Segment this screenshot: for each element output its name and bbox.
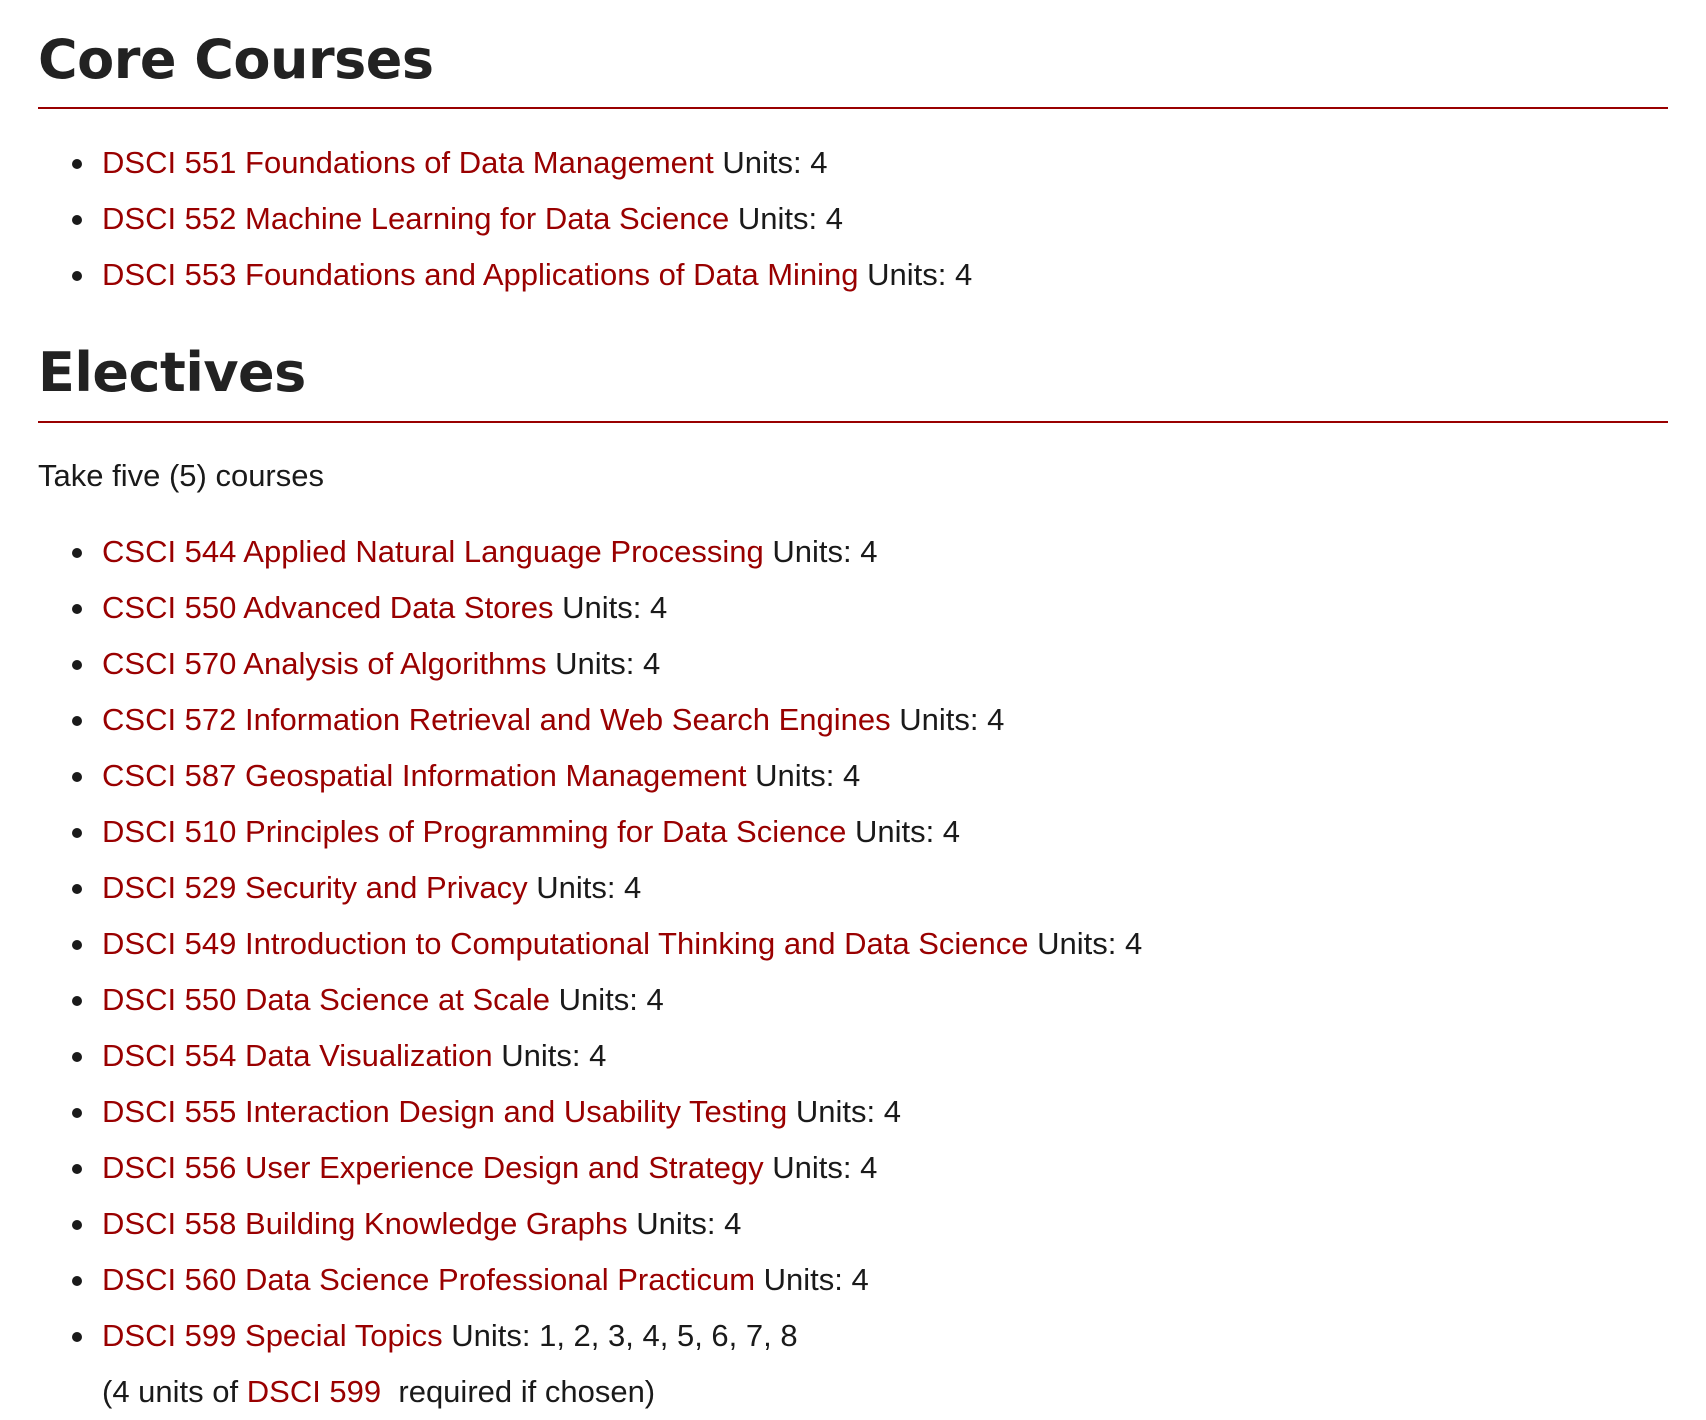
course-link[interactable]: DSCI 550 Data Science at Scale [102, 981, 551, 1017]
note-suffix: required if chosen) [381, 1373, 656, 1409]
electives-intro: Take five (5) courses [38, 457, 324, 493]
course-units: Units: 4 [795, 1093, 901, 1129]
course-units: Units: 4 [501, 1037, 607, 1073]
course-link[interactable]: DSCI 555 Interaction Design and Usability Testing [102, 1093, 788, 1129]
note-prefix: (4 units of [102, 1373, 247, 1409]
course-units: Units: 4 [558, 981, 664, 1017]
list-item [72, 692, 1668, 748]
bullet-icon [72, 1220, 82, 1230]
course-link[interactable]: DSCI 551 Foundations of Data Management [102, 145, 714, 181]
course-link[interactable]: CSCI 544 Applied Natural Language Processing [102, 533, 764, 569]
bullet-icon [72, 1332, 82, 1342]
list-item [72, 1308, 1668, 1364]
list-item [72, 1140, 1668, 1196]
bullet-icon [72, 772, 82, 782]
list-item [72, 580, 1668, 636]
course-units: Units: 4 [1037, 925, 1143, 961]
dsci-599-link[interactable]: DSCI 599 [246, 1373, 382, 1409]
list-item [72, 1084, 1668, 1140]
course-link[interactable]: CSCI 570 Analysis of Algorithms [102, 645, 547, 681]
electives-heading: Electives [38, 303, 1668, 422]
bullet-icon [72, 604, 82, 614]
course-units: Units: 4 [636, 1205, 742, 1241]
course-units: Units: 4 [772, 533, 878, 569]
dsci-599-note [38, 1364, 1668, 1420]
course-link[interactable]: DSCI 552 Machine Learning for Data Science [102, 201, 730, 237]
bullet-icon [72, 996, 82, 1006]
bullet-icon [72, 940, 82, 950]
bullet-icon [72, 215, 82, 225]
list-item [72, 636, 1668, 692]
course-link[interactable]: DSCI 560 Data Science Professional Practicum [102, 1261, 756, 1297]
course-units: Units: 4 [772, 1149, 878, 1185]
course-units: Units: 4 [867, 257, 973, 293]
bullet-icon [72, 159, 82, 169]
course-link[interactable]: DSCI 549 Introduction to Computational Thinking and Data Science [102, 925, 1029, 961]
bullet-icon [72, 1108, 82, 1118]
course-link[interactable]: DSCI 599 Special Topics [102, 1317, 443, 1353]
list-item [72, 135, 1668, 191]
list-item [72, 916, 1668, 972]
list-item [72, 1252, 1668, 1308]
course-link[interactable]: CSCI 587 Geospatial Information Management [102, 757, 747, 793]
electives-course-list [38, 524, 1668, 1364]
list-item [72, 191, 1668, 247]
list-item [72, 1028, 1668, 1084]
list-item [72, 247, 1668, 303]
bullet-icon [72, 1164, 82, 1174]
course-link[interactable]: DSCI 558 Building Knowledge Graphs [102, 1205, 628, 1241]
course-units: Units: 1, 2, 3, 4, 5, 6, 7, 8 [451, 1317, 798, 1353]
course-link[interactable]: CSCI 550 Advanced Data Stores [102, 589, 554, 625]
bullet-icon [72, 271, 82, 281]
list-item [72, 804, 1668, 860]
course-link[interactable]: DSCI 556 User Experience Design and Strategy [102, 1149, 764, 1185]
bullet-icon [72, 828, 82, 838]
list-item [72, 748, 1668, 804]
course-units: Units: 4 [555, 645, 661, 681]
course-units: Units: 4 [737, 201, 843, 237]
bullet-icon [72, 660, 82, 670]
list-item [72, 860, 1668, 916]
course-units: Units: 4 [854, 813, 961, 849]
list-item [72, 524, 1668, 580]
course-units: Units: 4 [755, 757, 861, 793]
core-courses-heading: Core Courses [38, 0, 1668, 109]
course-link[interactable]: DSCI 553 Foundations and Applications of Data Mining [102, 257, 859, 293]
course-link[interactable]: CSCI 572 Information Retrieval and Web Search Engines [102, 701, 891, 737]
course-link[interactable]: DSCI 554 Data Visualization [102, 1037, 493, 1073]
course-units: Units: 4 [763, 1261, 869, 1297]
course-link[interactable]: DSCI 510 Principles of Programming for Data Science [102, 813, 847, 849]
list-item [72, 1196, 1668, 1252]
core-course-list [38, 135, 1668, 303]
bullet-icon [72, 1052, 82, 1062]
bullet-icon [72, 1276, 82, 1286]
course-link[interactable]: DSCI 529 Security and Privacy [102, 869, 528, 905]
course-units: Units: 4 [899, 701, 1005, 737]
bullet-icon [72, 716, 82, 726]
course-units: Units: 4 [562, 589, 668, 625]
bullet-icon [72, 884, 82, 894]
bullet-icon [72, 548, 82, 558]
course-units: Units: 4 [536, 869, 642, 905]
course-units: Units: 4 [722, 145, 828, 181]
list-item [72, 972, 1668, 1028]
